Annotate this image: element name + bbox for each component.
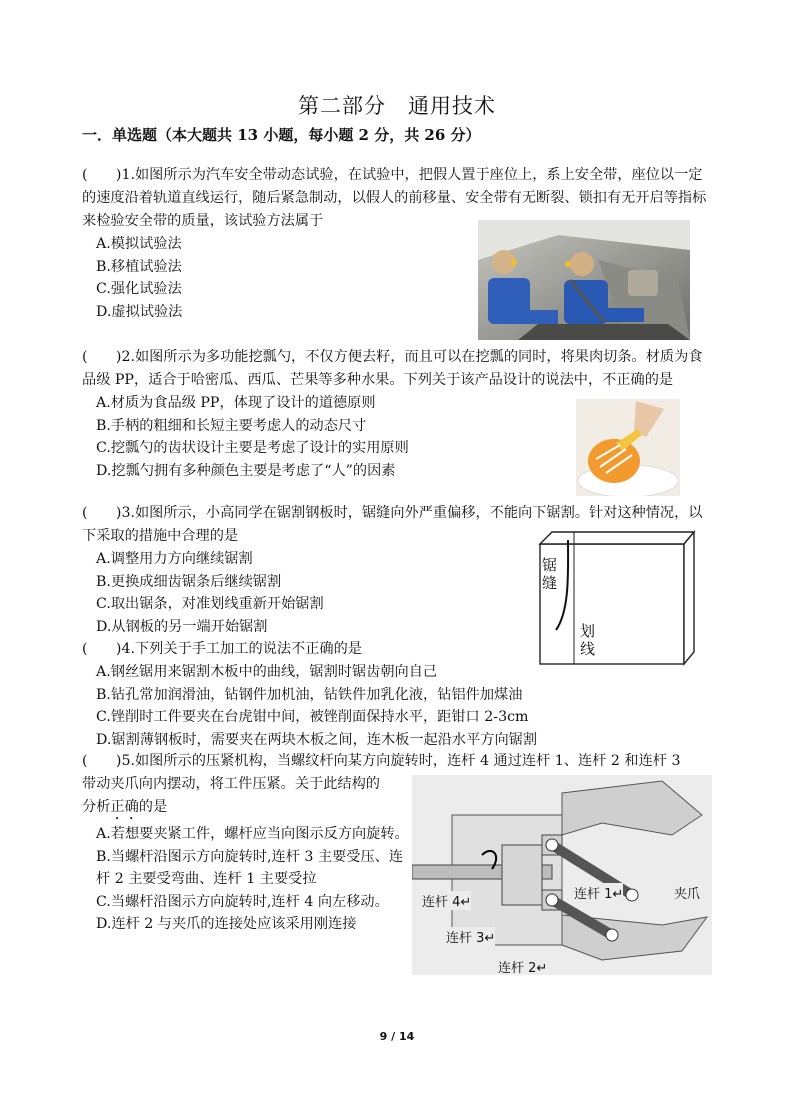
link-4-label: 连杆 4↵ xyxy=(422,891,471,910)
question-4-option-b: B.钻孔常加润滑油，钻钢件加机油，钻铁件加乳化液，钻铝件加煤油 xyxy=(96,686,523,703)
question-5-option-a: A.若想要夹紧工件，螺杆应当向图示反方向旋转。 xyxy=(96,826,409,842)
question-3-stem: ( )3.如图所示，小高同学在锯割钢板时，锯缝向外严重偏移，不能向下锯割。针对这种情况，以下采取的措施中合理的是 xyxy=(82,505,703,544)
question-2-option-c: C.挖瓢勺的齿状设计主要是考虑了设计的实用原则 xyxy=(96,440,409,456)
question-1-option-c: C.强化试验法 xyxy=(96,281,182,297)
question-4-option-d: D.锯割薄钢板时，需要夹在两块木板之间，连木板一起沿水平方向锯割 xyxy=(96,731,538,748)
link-2-label: 连杆 2↵ xyxy=(498,957,547,975)
question-2-option-a: A.材质为食品级 PP，体现了设计的道德原则 xyxy=(96,395,376,411)
question-1-option-a: A.模拟试验法 xyxy=(96,236,182,252)
question-5 xyxy=(82,750,714,773)
question-2-option-d: D.挖瓢勺拥有多种颜色主要是考虑了“人”的因素 xyxy=(96,462,396,479)
question-4-option-c: C.锉削时工件要夹在台虎钳中间，被锉削面保持水平，距钳口 2-3cm xyxy=(96,709,529,725)
question-1-stem: ( )1.如图所示为汽车安全带动态试验，在试验中，把假人置于座位上，系上安全带，座位以一定的速度沿着轨道直线运行，随后紧急制动，以假人的前移量、安全带有无断裂、锁扣有无开启等指标来检验安全带的质量，该试验方法属于 xyxy=(82,167,707,229)
question-4-stem: ( )4.下列关于手工加工的说法不正确的是 xyxy=(82,641,362,657)
question-4 xyxy=(82,638,714,751)
question-1-option-d: D.虚拟试验法 xyxy=(96,303,183,320)
question-5-body xyxy=(82,773,412,936)
crash-test-illustration xyxy=(478,220,690,340)
crash-test-photo xyxy=(478,220,690,340)
page-number: 9 / 14 xyxy=(379,1030,415,1043)
clamp-mechanism-diagram xyxy=(412,775,712,975)
question-3-option-b: B.更换成细齿锯条后继续锯割 xyxy=(96,573,282,590)
question-5-stem-line-1: ( )5.如图所示的压紧机构，当螺纹杆向某方向旋转时，连杆 4 通过连杆 1、连杆 2 和连杆 3 xyxy=(82,753,681,769)
question-2-stem: ( )2.如图所示为多功能挖瓢勺，不仅方便去籽，而且可以在挖瓢的同时，将果肉切条。材质为食品级 PP，适合于哈密瓜、西瓜、芒果等多种水果。下列关于该产品设计的说法中，不正确的是 xyxy=(82,349,703,388)
part-title: 第二部分 通用技术 xyxy=(298,94,496,118)
question-5-option-d: D.连杆 2 与夹爪的连接处应该采用刚连接 xyxy=(96,916,357,932)
scribe-line-label: 划线 xyxy=(580,622,596,658)
question-4-option-a: A.钢丝锯用来锯割木板中的曲线，锯割时锯齿朝向自己 xyxy=(96,664,438,680)
question-3-option-d: D.从钢板的另一端开始锯割 xyxy=(96,618,268,635)
question-2-option-b: B.手柄的粗细和长短主要考虑人的动态尺寸 xyxy=(96,417,367,434)
question-5-stem-line-2: 带动夹爪向内摆动，将工件压紧。关于此结构的 xyxy=(82,776,380,792)
emphasized-word: 正确 xyxy=(110,799,139,815)
scoop-illustration xyxy=(576,399,680,496)
scoop-photo xyxy=(576,399,680,496)
question-5-stem-line-3: 分析正确的是 xyxy=(82,799,168,815)
question-5-option-b: B.当螺杆沿图示方向旋转时,连杆 3 主要受压、连杆 2 主要受弯曲、连杆 1 主要受拉 xyxy=(96,848,404,887)
question-1-option-b: B.移植试验法 xyxy=(96,258,182,275)
question-3-option-a: A.调整用力方向继续锯割 xyxy=(96,551,253,567)
section-heading: 一．单选题（本大题共 13 小题，每小题 2 分，共 26 分） xyxy=(82,126,481,144)
link-3-label: 连杆 3↵ xyxy=(446,927,495,946)
question-3-option-c: C.取出锯条，对准划线重新开始锯割 xyxy=(96,596,324,612)
link-1-label: 连杆 1↵ xyxy=(574,883,623,902)
kerf-label: 锯缝 xyxy=(542,556,558,592)
question-5-option-c: C.当螺杆沿图示方向旋转时,连杆 4 向左移动。 xyxy=(96,893,389,910)
claw-label: 夹爪 xyxy=(674,883,700,902)
